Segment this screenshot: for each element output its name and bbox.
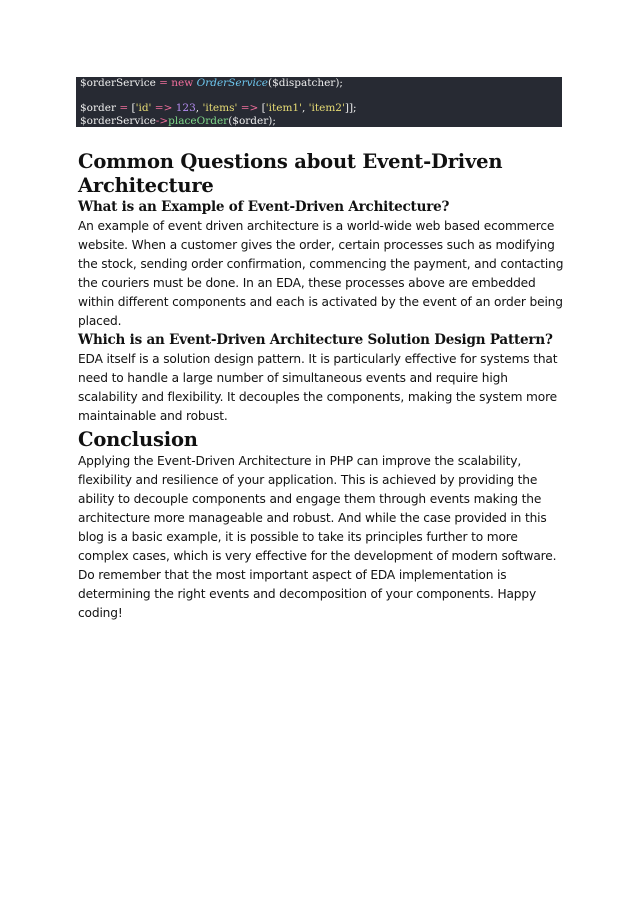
code-line	[80, 115, 562, 128]
code-string: 'items'	[202, 102, 238, 114]
code-operator: =>	[151, 102, 176, 114]
code-token: $orderService	[80, 77, 156, 89]
code-token: ]];	[344, 102, 357, 114]
code-token: $orderService	[80, 114, 156, 127]
code-token: =	[155, 77, 172, 89]
code-line	[80, 77, 562, 90]
code-line	[80, 102, 562, 115]
code-token: ($order);	[228, 114, 276, 127]
section-heading-common-questions: Common Questions about Event-Driven Architecture	[78, 150, 503, 197]
code-string: 'item1'	[265, 102, 302, 114]
question-heading-example: What is an Example of Event-Driven Architecture?	[78, 199, 450, 215]
answer-paragraph-example: An example of event driven architecture is a world-wide web based ecommerce website. When a customer gives the order, certain processes such as modifying the stock, sending order confirmation, commencing the payment, and contacting the couriers must be done. In an EDA, these processes above are embedded within different components and each is activated by the event of an order being placed.	[78, 219, 564, 328]
conclusion-paragraph: Applying the Event-Driven Architecture in PHP can improve the scalability, flexibility and resilience of your application. This is achieved by providing the ability to decouple components and engage them through events making the architecture more manageable and robust. And while the case provided in this blog is a basic example, it is possible to take its principles further to more complex cases, which is very effective for the development of modern software.	[78, 454, 557, 563]
section-heading-conclusion: Conclusion	[78, 428, 198, 451]
code-token: [	[131, 102, 136, 114]
code-string: 'item2'	[308, 102, 345, 114]
code-token: ,	[301, 102, 309, 114]
code-line-empty	[80, 90, 562, 103]
code-token: $order	[80, 102, 116, 114]
code-method: placeOrder	[168, 114, 229, 127]
question-heading-design-pattern: Which is an Event-Driven Architecture Solution Design Pattern?	[78, 332, 553, 348]
code-token: [	[261, 102, 266, 114]
code-class-name: OrderService	[196, 77, 268, 89]
code-number: 123	[175, 102, 196, 114]
article-content	[78, 150, 568, 623]
code-operator: =>	[237, 102, 262, 114]
code-string: 'id'	[135, 102, 152, 114]
answer-paragraph-design-pattern: EDA itself is a solution design pattern. It is particularly effective for systems that need to handle a large number of simultaneous events and require high scalability and flexibility. It decouples the components, making the system more maintainable and robust.	[78, 352, 558, 423]
conclusion-closing-paragraph: Do remember that the most important aspect of EDA implementation is determining the right events and decomposition of your components. Happy coding!	[78, 568, 537, 620]
code-keyword: new	[171, 77, 194, 89]
code-token: ($dispatcher);	[268, 77, 343, 89]
code-token: ,	[195, 102, 203, 114]
code-token: =	[115, 102, 132, 114]
code-operator: ->	[155, 114, 169, 127]
code-block	[76, 77, 562, 127]
